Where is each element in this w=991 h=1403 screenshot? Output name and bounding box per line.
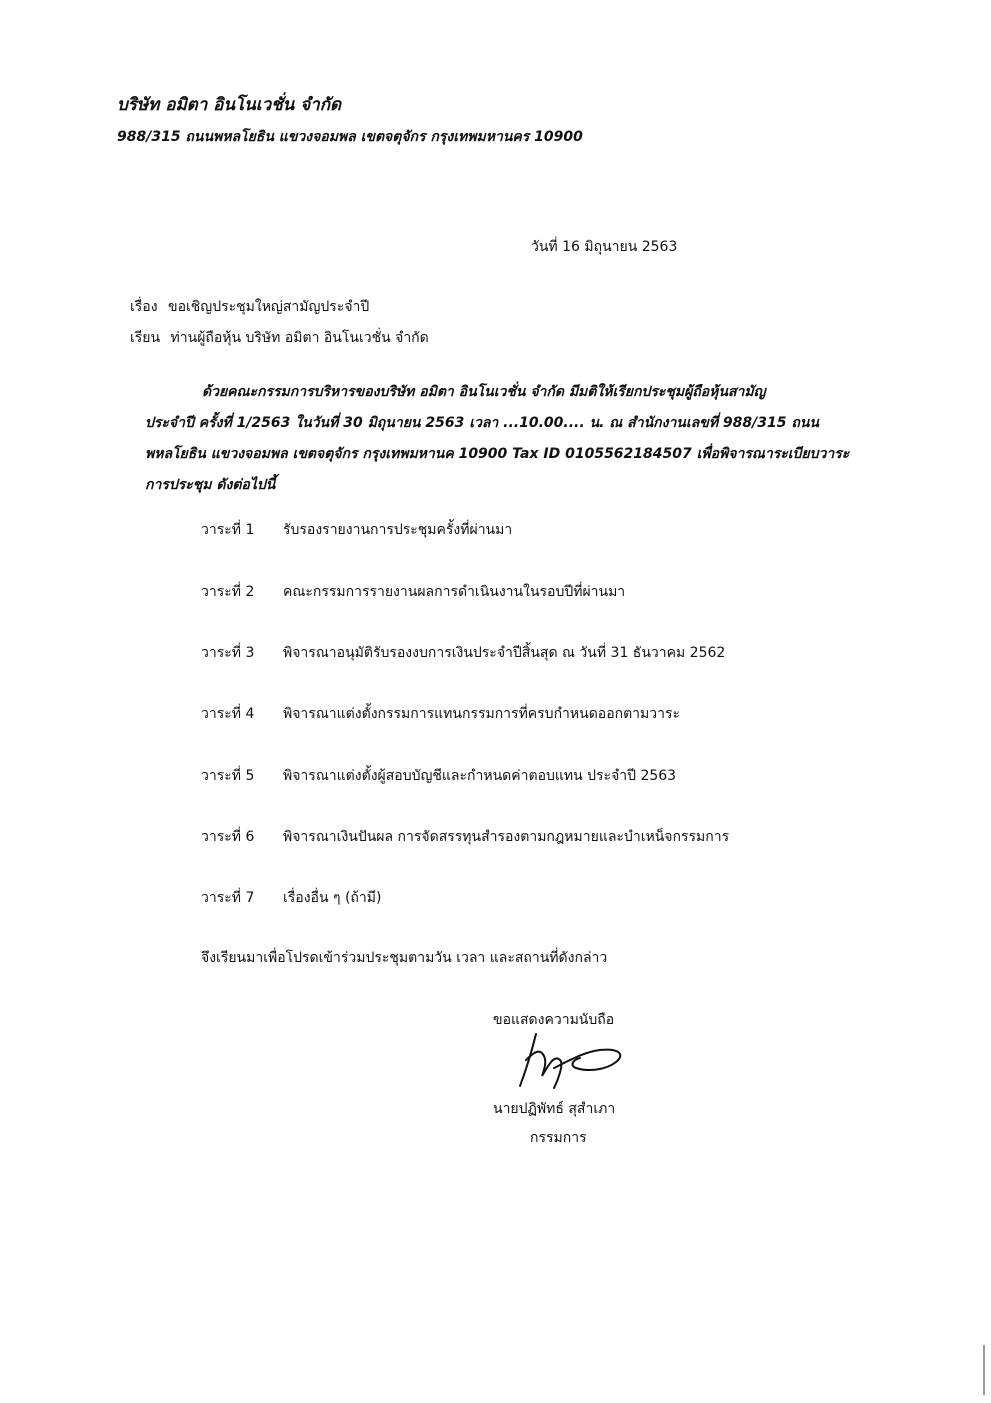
recipient-line: [130, 327, 429, 349]
closing-line: จึงเรียนมาเพื่อโปรดเข้าร่วมประชุมตามวัน เวลา และสถานที่ดังกล่าว: [201, 950, 608, 966]
agenda-item: [201, 765, 676, 787]
agenda-text: พิจารณาแต่งตั้งกรรมการแทนกรรมการที่ครบกำหนดออกตามวาระ: [283, 706, 681, 722]
intro-line: ด้วยคณะกรรมการบริหารของบริษัท อมิตา อินโนเวชั่น จำกัด มีมติให้เรียกประชุมผู้ถือหุ้นสามัญ: [202, 384, 766, 400]
intro-paragraph: [145, 377, 880, 501]
signer-title: กรรมการ: [530, 1130, 587, 1146]
agenda-item: [201, 519, 512, 541]
agenda-text: คณะกรรมการรายงานผลการดำเนินงานในรอบปีที่ผ่านมา: [283, 584, 626, 600]
subject-line: [130, 296, 369, 318]
agenda-text: พิจารณาแต่งตั้งผู้สอบบัญชีและกำหนดค่าตอบแทน ประจำปี 2563: [283, 768, 677, 784]
agenda-number: วาระที่ 4: [201, 706, 255, 722]
intro-line: ประจำปี ครั้งที่ 1/2563 ในวันที่ 30 มิถุนายน 2563 เวลา ...10.00.... น. ณ สำนักงานเลขที่ 988/315 ถนน: [145, 415, 819, 431]
letter-date: วันที่ 16 มิถุนายน 2563: [531, 239, 678, 255]
agenda-item: [201, 642, 725, 664]
agenda-text: พิจารณาเงินปันผล การจัดสรรทุนสำรองตามกฎหมายและบำเหน็จกรรมการ: [283, 829, 730, 845]
intro-line: การประชุม ดังต่อไปนี้: [145, 477, 276, 493]
agenda-number: วาระที่ 6: [201, 829, 255, 845]
agenda-number: วาระที่ 3: [201, 645, 255, 661]
agenda-item: [201, 581, 625, 603]
agenda-item: [201, 887, 381, 909]
subject-text: ขอเชิญประชุมใหญ่สามัญประจำปี: [168, 299, 370, 315]
recipient-text: ท่านผู้ถือหุ้น บริษัท อมิตา อินโนเวชั่น จำกัด: [170, 330, 429, 346]
agenda-text: พิจารณาอนุมัติรับรองงบการเงินประจำปีสิ้นสุด ณ วันที่ 31 ธันวาคม 2562: [283, 645, 726, 661]
signature-image: [514, 1030, 630, 1090]
regards-line: ขอแสดงความนับถือ: [493, 1012, 615, 1028]
signer-name: นายปฏิพัทธ์ สุสำเภา: [493, 1101, 616, 1117]
intro-line: พหลโยธิน แขวงจอมพล เขตจตุจักร กรุงเทพมหานค 10900 Tax ID 0105562184507 เพื่อพิจารณาระเบียบวาระ: [145, 446, 850, 462]
agenda-text: เรื่องอื่น ๆ (ถ้ามี): [283, 890, 382, 906]
recipient-label: เรียน: [130, 330, 161, 346]
agenda-number: วาระที่ 2: [201, 584, 255, 600]
agenda-number: วาระที่ 1: [201, 522, 255, 538]
scan-edge-mark: [983, 1345, 985, 1395]
agenda-number: วาระที่ 5: [201, 768, 255, 784]
agenda-number: วาระที่ 7: [201, 890, 255, 906]
agenda-item: [201, 826, 729, 848]
subject-label: เรื่อง: [130, 299, 158, 315]
agenda-text: รับรองรายงานการประชุมครั้งที่ผ่านมา: [283, 522, 513, 538]
company-address: 988/315 ถนนพหลโยธิน แขวงจอมพล เขตจตุจักร กรุงเทพมหานคร 10900: [117, 129, 583, 145]
company-name: บริษัท อมิตา อินโนเวชั่น จำกัด: [117, 95, 342, 115]
agenda-item: [201, 703, 680, 725]
